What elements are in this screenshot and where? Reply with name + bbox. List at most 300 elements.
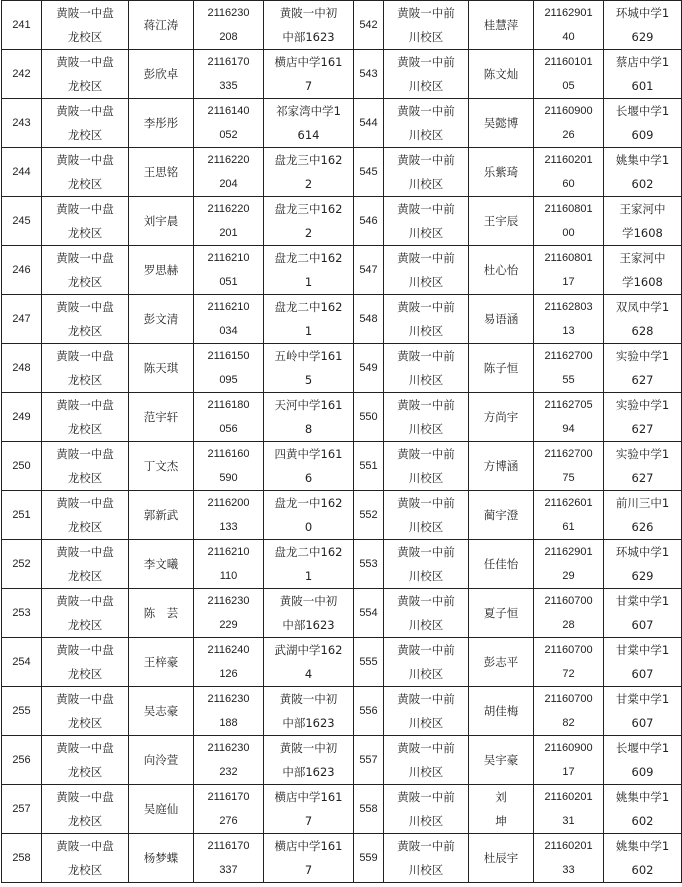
right-seq-cell — [354, 50, 384, 99]
right-school-cell — [604, 442, 682, 491]
right-school-cell — [604, 344, 682, 393]
right-exam-id-cell — [534, 393, 604, 442]
left-name-cell — [129, 393, 194, 442]
right-name-cell-text: 陈子恒 — [483, 361, 519, 375]
left-campus-cell-text: 黄陂一中盘 龙校区 — [56, 643, 114, 681]
right-name-cell — [469, 1, 534, 50]
left-seq-cell-text: 256 — [12, 754, 31, 766]
left-campus-cell — [42, 638, 129, 687]
right-seq-cell — [354, 491, 384, 540]
left-school-cell-text: 五岭中学161 5 — [274, 349, 343, 387]
left-campus-cell — [42, 393, 129, 442]
right-campus-cell — [384, 246, 469, 295]
left-school-cell — [264, 344, 354, 393]
left-name-cell — [129, 197, 194, 246]
left-seq-cell-text: 249 — [12, 411, 31, 423]
right-school-cell-text: 前川三中1 626 — [615, 496, 670, 534]
right-exam-id-cell — [534, 834, 604, 883]
left-campus-cell — [42, 148, 129, 197]
table-row — [2, 687, 682, 736]
left-seq-cell — [2, 197, 42, 246]
right-campus-cell-text: 黄陂一中前 川校区 — [397, 398, 455, 436]
left-campus-cell-text: 黄陂一中盘 龙校区 — [56, 202, 114, 240]
right-seq-cell-text: 548 — [359, 313, 378, 325]
left-exam-id-cell — [194, 442, 264, 491]
left-name-cell-text: 王思铭 — [143, 165, 179, 179]
left-exam-id-cell — [194, 148, 264, 197]
left-school-cell — [264, 50, 354, 99]
left-name-cell-text: 丁文杰 — [143, 459, 179, 473]
left-campus-cell — [42, 687, 129, 736]
right-seq-cell — [354, 344, 384, 393]
left-name-cell — [129, 50, 194, 99]
right-school-cell — [604, 1, 682, 50]
right-name-cell-text: 彭志平 — [483, 655, 519, 669]
right-seq-cell-text: 551 — [359, 460, 378, 472]
right-school-cell-text: 环城中学1 629 — [615, 6, 670, 44]
left-school-cell — [264, 540, 354, 589]
right-name-cell-text: 方博涵 — [483, 459, 519, 473]
left-exam-id-cell-text: 2116220 204 — [207, 154, 250, 190]
left-exam-id-cell — [194, 344, 264, 393]
left-campus-cell — [42, 50, 129, 99]
left-exam-id-cell-text: 2116140 052 — [207, 105, 250, 141]
right-campus-cell-text: 黄陂一中前 川校区 — [397, 496, 455, 534]
right-campus-cell-text: 黄陂一中前 川校区 — [397, 202, 455, 240]
right-name-cell — [469, 442, 534, 491]
left-school-cell — [264, 687, 354, 736]
left-exam-id-cell — [194, 687, 264, 736]
left-name-cell-text: 杨梦蝶 — [143, 851, 179, 865]
left-school-cell-text: 盘龙二中162 1 — [274, 251, 343, 289]
left-school-cell — [264, 197, 354, 246]
left-school-cell — [264, 393, 354, 442]
left-name-cell — [129, 1, 194, 50]
left-school-cell-text: 黄陂一中初 中部1623 — [279, 594, 338, 632]
right-campus-cell — [384, 99, 469, 148]
right-school-cell-text: 甘棠中学1 607 — [615, 594, 670, 632]
left-campus-cell-text: 黄陂一中盘 龙校区 — [56, 55, 114, 93]
right-name-cell — [469, 295, 534, 344]
right-seq-cell — [354, 197, 384, 246]
right-seq-cell-text: 557 — [359, 754, 378, 766]
left-campus-cell — [42, 1, 129, 50]
left-name-cell — [129, 540, 194, 589]
right-campus-cell — [384, 638, 469, 687]
left-name-cell-text: 吴志豪 — [143, 704, 179, 718]
right-exam-id-cell — [534, 687, 604, 736]
right-name-cell — [469, 197, 534, 246]
right-name-cell — [469, 50, 534, 99]
right-seq-cell — [354, 148, 384, 197]
left-exam-id-cell — [194, 785, 264, 834]
left-name-cell-text: 彭文清 — [143, 312, 179, 326]
right-seq-cell — [354, 442, 384, 491]
right-school-cell-text: 蔡店中学1 601 — [615, 55, 670, 93]
right-school-cell — [604, 148, 682, 197]
left-exam-id-cell — [194, 638, 264, 687]
right-exam-id-cell-text: 21162901 40 — [544, 7, 593, 43]
right-exam-id-cell — [534, 197, 604, 246]
right-school-cell-text: 实验中学1 627 — [615, 447, 670, 485]
table-row — [2, 1, 682, 50]
left-exam-id-cell-text: 2116210 110 — [207, 546, 250, 582]
left-campus-cell-text: 黄陂一中盘 龙校区 — [56, 349, 114, 387]
left-seq-cell — [2, 736, 42, 785]
right-name-cell — [469, 589, 534, 638]
left-exam-id-cell-text: 2116170 335 — [207, 56, 250, 92]
left-campus-cell-text: 黄陂一中盘 龙校区 — [56, 153, 114, 191]
left-school-cell-text: 黄陂一中初 中部1623 — [279, 741, 338, 779]
left-seq-cell-text: 246 — [12, 264, 31, 276]
left-seq-cell-text: 254 — [12, 656, 31, 668]
left-name-cell-text: 蒋江涛 — [143, 18, 179, 32]
right-seq-cell — [354, 1, 384, 50]
right-exam-id-cell-text: 21160900 17 — [544, 742, 593, 778]
right-name-cell-text: 王宇辰 — [483, 214, 519, 228]
right-name-cell — [469, 687, 534, 736]
left-campus-cell-text: 黄陂一中盘 龙校区 — [56, 839, 114, 877]
left-seq-cell-text: 252 — [12, 558, 31, 570]
right-campus-cell — [384, 736, 469, 785]
left-name-cell — [129, 344, 194, 393]
right-name-cell-text: 方尚宇 — [483, 410, 519, 424]
left-school-cell-text: 横店中学161 7 — [274, 790, 343, 828]
right-exam-id-cell-text: 21160801 00 — [544, 203, 593, 239]
left-exam-id-cell — [194, 393, 264, 442]
right-campus-cell — [384, 148, 469, 197]
left-seq-cell — [2, 1, 42, 50]
left-name-cell — [129, 442, 194, 491]
left-name-cell — [129, 785, 194, 834]
left-name-cell-text: 陈 芸 — [143, 606, 179, 620]
left-name-cell-text: 李文曦 — [143, 557, 179, 571]
left-school-cell-text: 武湖中学162 4 — [274, 643, 343, 681]
left-school-cell-text: 盘龙一中162 0 — [274, 496, 343, 534]
right-seq-cell — [354, 589, 384, 638]
right-seq-cell — [354, 246, 384, 295]
right-exam-id-cell-text: 21162601 61 — [544, 497, 593, 533]
left-exam-id-cell — [194, 197, 264, 246]
left-name-cell-text: 彭欣卓 — [143, 67, 179, 81]
left-exam-id-cell-text: 2116170 337 — [207, 840, 250, 876]
roster-body — [2, 1, 682, 883]
right-exam-id-cell — [534, 589, 604, 638]
left-seq-cell-text: 247 — [12, 313, 31, 325]
right-campus-cell — [384, 687, 469, 736]
right-exam-id-cell — [534, 540, 604, 589]
right-campus-cell — [384, 393, 469, 442]
right-name-cell-text: 乐紫琦 — [483, 165, 519, 179]
left-exam-id-cell — [194, 491, 264, 540]
right-school-cell — [604, 50, 682, 99]
right-seq-cell-text: 555 — [359, 656, 378, 668]
left-seq-cell — [2, 687, 42, 736]
right-name-cell — [469, 834, 534, 883]
right-name-cell — [469, 736, 534, 785]
table-row — [2, 736, 682, 785]
left-name-cell-text: 向泠萱 — [143, 753, 179, 767]
left-name-cell — [129, 589, 194, 638]
left-campus-cell — [42, 834, 129, 883]
left-campus-cell — [42, 736, 129, 785]
right-name-cell-text: 吴懿博 — [483, 116, 519, 130]
right-seq-cell-text: 553 — [359, 558, 378, 570]
left-exam-id-cell-text: 2116160 590 — [207, 448, 250, 484]
right-exam-id-cell — [534, 785, 604, 834]
left-exam-id-cell-text: 2116210 051 — [207, 252, 250, 288]
right-school-cell — [604, 491, 682, 540]
left-seq-cell — [2, 246, 42, 295]
right-exam-id-cell-text: 21160700 82 — [544, 693, 593, 729]
right-name-cell — [469, 393, 534, 442]
left-campus-cell-text: 黄陂一中盘 龙校区 — [56, 741, 114, 779]
left-exam-id-cell-text: 2116170 276 — [207, 791, 250, 827]
left-campus-cell-text: 黄陂一中盘 龙校区 — [56, 447, 114, 485]
right-school-cell-text: 甘棠中学1 607 — [615, 643, 670, 681]
left-campus-cell — [42, 589, 129, 638]
right-exam-id-cell — [534, 148, 604, 197]
left-school-cell-text: 盘龙三中162 2 — [274, 153, 343, 191]
right-campus-cell — [384, 589, 469, 638]
right-exam-id-cell — [534, 295, 604, 344]
left-name-cell — [129, 736, 194, 785]
left-name-cell — [129, 638, 194, 687]
left-exam-id-cell-text: 2116230 208 — [207, 7, 250, 43]
left-name-cell — [129, 295, 194, 344]
left-seq-cell-text: 241 — [12, 19, 31, 31]
left-exam-id-cell-text: 2116220 201 — [207, 203, 250, 239]
left-school-cell-text: 黄陂一中初 中部1623 — [279, 6, 338, 44]
roster-table-wrapper — [1, 0, 682, 883]
left-seq-cell-text: 251 — [12, 509, 31, 521]
right-school-cell-text: 姚集中学1 602 — [615, 839, 670, 877]
right-school-cell-text: 王家河中 学1608 — [619, 202, 666, 240]
right-exam-id-cell — [534, 50, 604, 99]
table-row — [2, 638, 682, 687]
right-seq-cell — [354, 834, 384, 883]
right-school-cell-text: 长堰中学1 609 — [615, 104, 670, 142]
right-seq-cell — [354, 736, 384, 785]
right-campus-cell — [384, 344, 469, 393]
left-school-cell — [264, 785, 354, 834]
left-name-cell — [129, 834, 194, 883]
right-exam-id-cell-text: 21160201 33 — [544, 840, 593, 876]
right-exam-id-cell-text: 21160201 31 — [544, 791, 593, 827]
right-campus-cell-text: 黄陂一中前 川校区 — [397, 741, 455, 779]
left-seq-cell-text: 255 — [12, 705, 31, 717]
left-exam-id-cell — [194, 99, 264, 148]
left-seq-cell-text: 243 — [12, 117, 31, 129]
right-name-cell-text: 胡佳梅 — [483, 704, 519, 718]
left-campus-cell-text: 黄陂一中盘 龙校区 — [56, 594, 114, 632]
left-exam-id-cell — [194, 589, 264, 638]
right-school-cell-text: 双凤中学1 628 — [615, 300, 670, 338]
right-campus-cell-text: 黄陂一中前 川校区 — [397, 300, 455, 338]
right-school-cell-text: 实验中学1 627 — [615, 349, 670, 387]
right-exam-id-cell-text: 21162705 94 — [544, 399, 593, 435]
table-row — [2, 99, 682, 148]
left-campus-cell-text: 黄陂一中盘 龙校区 — [56, 6, 114, 44]
table-row — [2, 785, 682, 834]
left-name-cell-text: 吴庭仙 — [143, 802, 179, 816]
left-seq-cell-text: 244 — [12, 166, 31, 178]
right-exam-id-cell-text: 21160700 72 — [544, 644, 593, 680]
table-row — [2, 393, 682, 442]
right-campus-cell-text: 黄陂一中前 川校区 — [397, 153, 455, 191]
right-seq-cell — [354, 295, 384, 344]
left-seq-cell — [2, 638, 42, 687]
right-campus-cell-text: 黄陂一中前 川校区 — [397, 104, 455, 142]
right-name-cell — [469, 148, 534, 197]
left-school-cell-text: 黄陂一中初 中部1623 — [279, 692, 338, 730]
right-exam-id-cell — [534, 442, 604, 491]
left-seq-cell — [2, 295, 42, 344]
right-exam-id-cell-text: 21162901 29 — [544, 546, 593, 582]
right-school-cell-text: 环城中学1 629 — [615, 545, 670, 583]
right-school-cell — [604, 99, 682, 148]
left-name-cell-text: 王梓豪 — [143, 655, 179, 669]
left-seq-cell — [2, 785, 42, 834]
left-campus-cell-text: 黄陂一中盘 龙校区 — [56, 300, 114, 338]
left-campus-cell — [42, 197, 129, 246]
right-seq-cell-text: 543 — [359, 68, 378, 80]
left-name-cell-text: 郭新武 — [143, 508, 179, 522]
right-seq-cell — [354, 638, 384, 687]
table-row — [2, 491, 682, 540]
left-exam-id-cell-text: 2116210 034 — [207, 301, 250, 337]
left-school-cell — [264, 148, 354, 197]
right-campus-cell-text: 黄陂一中前 川校区 — [397, 839, 455, 877]
left-seq-cell — [2, 589, 42, 638]
left-school-cell-text: 横店中学161 7 — [274, 55, 343, 93]
right-exam-id-cell — [534, 246, 604, 295]
right-name-cell-text: 夏子恒 — [483, 606, 519, 620]
left-school-cell-text: 四黄中学161 6 — [274, 447, 343, 485]
right-seq-cell-text: 546 — [359, 215, 378, 227]
right-school-cell-text: 实验中学1 627 — [615, 398, 670, 436]
right-school-cell — [604, 687, 682, 736]
right-exam-id-cell-text: 21162700 75 — [544, 448, 593, 484]
left-name-cell-text: 陈天琪 — [143, 361, 179, 375]
table-row — [2, 197, 682, 246]
right-school-cell — [604, 785, 682, 834]
left-school-cell-text: 天河中学161 8 — [274, 398, 343, 436]
left-name-cell-text: 罗思赫 — [143, 263, 179, 277]
left-exam-id-cell-text: 2116230 188 — [207, 693, 250, 729]
right-name-cell — [469, 491, 534, 540]
right-exam-id-cell-text: 21160900 26 — [544, 105, 593, 141]
right-name-cell — [469, 638, 534, 687]
left-name-cell — [129, 246, 194, 295]
right-campus-cell-text: 黄陂一中前 川校区 — [397, 545, 455, 583]
right-exam-id-cell-text: 21162803 13 — [544, 301, 593, 337]
right-seq-cell-text: 547 — [359, 264, 378, 276]
left-exam-id-cell-text: 2116240 126 — [207, 644, 250, 680]
left-campus-cell — [42, 344, 129, 393]
left-school-cell — [264, 246, 354, 295]
right-name-cell — [469, 540, 534, 589]
left-campus-cell — [42, 295, 129, 344]
right-campus-cell — [384, 50, 469, 99]
right-seq-cell — [354, 540, 384, 589]
roster-table — [1, 0, 682, 883]
left-exam-id-cell — [194, 295, 264, 344]
table-row — [2, 295, 682, 344]
right-campus-cell-text: 黄陂一中前 川校区 — [397, 692, 455, 730]
right-campus-cell — [384, 834, 469, 883]
left-exam-id-cell — [194, 50, 264, 99]
left-name-cell-text: 李彤彤 — [143, 116, 179, 130]
table-row — [2, 442, 682, 491]
table-row — [2, 246, 682, 295]
left-exam-id-cell — [194, 834, 264, 883]
left-exam-id-cell — [194, 540, 264, 589]
left-school-cell — [264, 491, 354, 540]
right-exam-id-cell — [534, 736, 604, 785]
left-school-cell — [264, 638, 354, 687]
left-exam-id-cell-text: 2116180 056 — [207, 399, 250, 435]
left-name-cell — [129, 491, 194, 540]
right-seq-cell — [354, 99, 384, 148]
left-seq-cell — [2, 344, 42, 393]
left-exam-id-cell — [194, 246, 264, 295]
table-row — [2, 50, 682, 99]
table-row — [2, 148, 682, 197]
left-seq-cell — [2, 442, 42, 491]
left-seq-cell-text: 245 — [12, 215, 31, 227]
left-school-cell-text: 祁家湾中学1 614 — [276, 104, 341, 142]
right-school-cell — [604, 834, 682, 883]
right-campus-cell — [384, 1, 469, 50]
left-exam-id-cell-text: 2116230 229 — [207, 595, 250, 631]
left-seq-cell — [2, 99, 42, 148]
right-campus-cell — [384, 442, 469, 491]
right-school-cell — [604, 246, 682, 295]
right-seq-cell-text: 559 — [359, 852, 378, 864]
left-school-cell — [264, 736, 354, 785]
right-seq-cell-text: 544 — [359, 117, 378, 129]
right-school-cell — [604, 638, 682, 687]
right-exam-id-cell-text: 21160801 17 — [544, 252, 593, 288]
right-school-cell-text: 姚集中学1 602 — [615, 790, 670, 828]
right-school-cell — [604, 197, 682, 246]
left-school-cell-text: 盘龙二中162 1 — [274, 300, 343, 338]
left-seq-cell-text: 242 — [12, 68, 31, 80]
right-seq-cell-text: 550 — [359, 411, 378, 423]
left-seq-cell-text: 257 — [12, 803, 31, 815]
left-name-cell-text: 范宇轩 — [143, 410, 179, 424]
right-campus-cell-text: 黄陂一中前 川校区 — [397, 643, 455, 681]
left-seq-cell-text: 248 — [12, 362, 31, 374]
left-campus-cell-text: 黄陂一中盘 龙校区 — [56, 692, 114, 730]
left-name-cell — [129, 99, 194, 148]
left-name-cell — [129, 148, 194, 197]
left-name-cell-text: 刘宇晨 — [143, 214, 179, 228]
right-campus-cell-text: 黄陂一中前 川校区 — [397, 6, 455, 44]
left-campus-cell — [42, 491, 129, 540]
right-exam-id-cell — [534, 99, 604, 148]
right-seq-cell-text: 545 — [359, 166, 378, 178]
right-campus-cell-text: 黄陂一中前 川校区 — [397, 447, 455, 485]
left-campus-cell-text: 黄陂一中盘 龙校区 — [56, 104, 114, 142]
right-name-cell-text: 蔺宇澄 — [483, 508, 519, 522]
right-seq-cell-text: 549 — [359, 362, 378, 374]
right-campus-cell-text: 黄陂一中前 川校区 — [397, 594, 455, 632]
left-school-cell — [264, 295, 354, 344]
left-campus-cell-text: 黄陂一中盘 龙校区 — [56, 251, 114, 289]
right-school-cell — [604, 736, 682, 785]
